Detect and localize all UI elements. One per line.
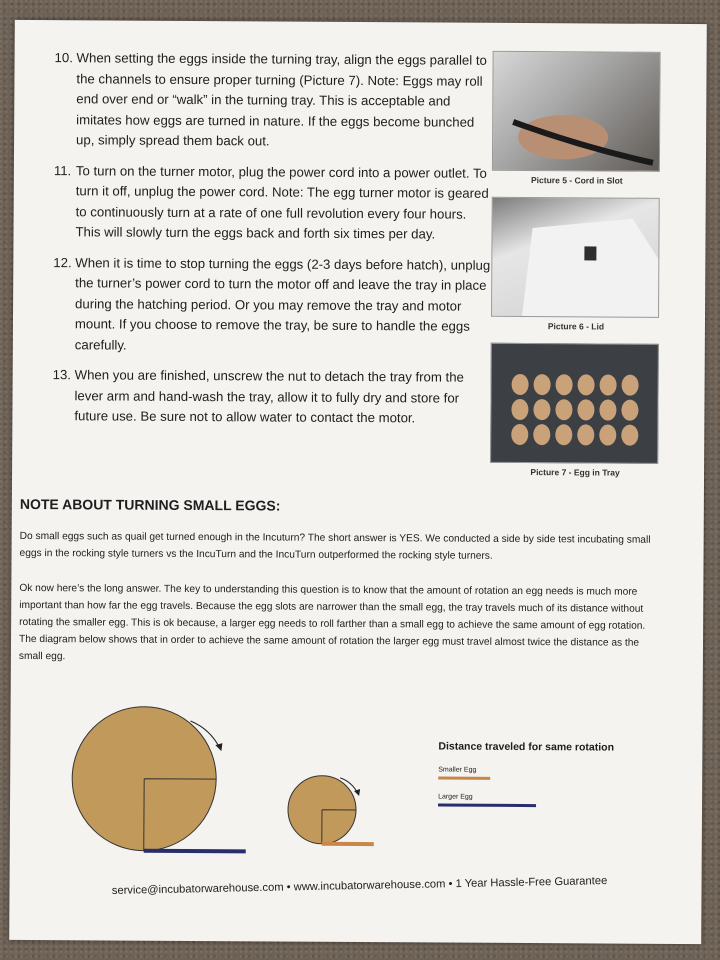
footer-contact: service@incubatorwarehouse.com • www.incubatorwarehouse.com • 1 Year Hassle-Free Guarantee xyxy=(111,875,608,897)
photo-column xyxy=(490,51,663,490)
larger-egg-distance-bar xyxy=(144,849,246,854)
egg xyxy=(599,399,616,420)
photo-egg-in-tray xyxy=(490,343,659,464)
egg xyxy=(555,399,572,420)
steps-list xyxy=(52,48,494,439)
egg xyxy=(511,424,528,445)
step-number: 11. xyxy=(53,162,72,178)
legend-larger-bar xyxy=(438,803,536,807)
egg xyxy=(599,424,616,445)
smaller-egg-arrowhead xyxy=(354,789,360,796)
egg xyxy=(533,399,550,420)
note-paragraph-long-answer: Ok now here’s the long answer. The key to understanding this question is to know that the amount of rotation an egg needs is much more important than how far the egg travels. Because the egg slots are narrower than the small egg, the tray travels much of its distance without rotating the smaller egg. This is ok because, a larger egg needs to roll farther than a small egg to achieve the same amount of egg rotation. The diagram below shows that in order to achieve the same amount of rotation the larger egg must travel almost twice the distance as the small egg. xyxy=(18,582,646,663)
egg xyxy=(555,424,572,445)
note-paragraph-short-answer: Do small eggs such as quail get turned enough in the Incuturn? The short answer is YES. We conducted a side by side test incubating small eggs in the rocking style turners vs the IncuTurn and the IncuTurn outperformed the rocking style turners. xyxy=(19,530,651,562)
egg xyxy=(622,375,639,396)
instruction-sheet xyxy=(9,20,707,944)
egg xyxy=(577,424,594,445)
egg-rotation-diagram xyxy=(60,700,391,862)
larger-egg-arrowhead xyxy=(215,743,222,751)
egg xyxy=(534,374,551,395)
step-number: 10. xyxy=(54,50,73,66)
egg xyxy=(578,374,595,395)
photo-cord-in-slot xyxy=(492,51,661,172)
photo-caption: Picture 5 - Cord in Slot xyxy=(531,175,623,186)
step-item xyxy=(53,161,493,246)
step-number: 12. xyxy=(53,254,72,270)
step-text: When setting the eggs inside the turning tray, align the eggs parallel to the channels to ensure proper turning (Picture 7). Note: Eggs may roll end over end or “walk” in the turning tray. This is acceptable and imitates how eggs are turned in nature. If the eggs become bunched up, simply spread them back out. xyxy=(76,50,487,149)
egg xyxy=(621,400,638,421)
lid-illustration xyxy=(492,198,659,317)
photo-caption: Picture 7 - Egg in Tray xyxy=(530,467,620,478)
legend-larger-label: Larger Egg xyxy=(438,793,473,801)
step-item xyxy=(53,253,494,358)
step-text: To turn on the turner motor, plug the power cord into a power outlet. To turn it off, unplug the power cord. Note: The egg turner motor is geared to continuously turn at a rate of one full revolution every four hours. This will slowly turn the eggs back and forth six times per day. xyxy=(75,162,489,242)
hand-cord-illustration xyxy=(493,52,660,171)
diagram-legend xyxy=(438,740,638,807)
photo-lid xyxy=(491,197,660,318)
photo-caption: Picture 6 - Lid xyxy=(547,321,605,332)
egg xyxy=(600,374,617,395)
step-number: 13. xyxy=(52,367,72,383)
egg xyxy=(577,399,594,420)
step-item xyxy=(54,48,495,153)
smaller-egg-distance-bar xyxy=(322,842,374,846)
legend-title: Distance traveled for same rotation xyxy=(438,740,615,754)
legend-smaller-label: Smaller Egg xyxy=(438,766,477,774)
egg xyxy=(556,374,573,395)
egg xyxy=(533,424,550,445)
egg xyxy=(511,399,528,420)
egg xyxy=(512,374,529,395)
step-text: When you are finished, unscrew the nut to detach the tray from the lever arm and hand-wash the tray, allow it to fully dry and store for future use. Be sure not to allow water to contact the motor. xyxy=(74,367,464,426)
step-item xyxy=(52,365,492,429)
legend-smaller-bar xyxy=(438,776,490,779)
egg xyxy=(621,425,638,446)
note-heading: NOTE ABOUT TURNING SMALL EGGS: xyxy=(19,495,281,514)
step-text: When it is time to stop turning the eggs (2-3 days before hatch), unplug the turner’s power cord to turn the motor off and leave the tray in place during the hatching period. Or you may remove the tray and motor mount. If you choose to remove the tray, be sure to handle the eggs carefully. xyxy=(74,254,491,353)
